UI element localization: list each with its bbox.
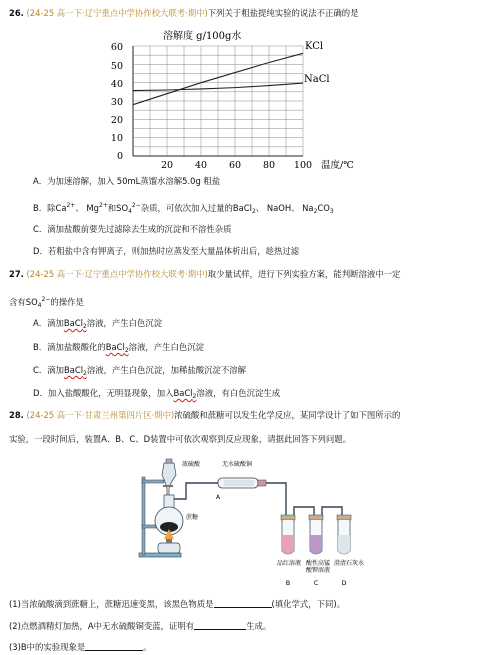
q27-option-c	[33, 365, 246, 379]
ytick: 0	[116, 151, 123, 162]
reagent-bacl2-sub: 2	[192, 393, 197, 400]
q27-stem-line-2	[9, 294, 84, 311]
xtick: 60	[228, 160, 242, 171]
label-sucrose: 蔗糖	[186, 514, 199, 521]
sep: 、	[75, 203, 84, 213]
ion-mg-charge: 2+	[98, 202, 108, 209]
q27-a-post: 溶液，产生白色沉淀	[86, 318, 163, 328]
q26-stem: 下列关于粗盐提纯实验的说法不正确的是	[207, 8, 359, 18]
q28-sub2-post: 生成。	[246, 621, 272, 631]
solubility-chart	[95, 28, 370, 171]
reagent-bacl2: BaCl	[63, 365, 84, 375]
reagent-bacl2-sub: 2	[82, 323, 87, 330]
answer-blank-3[interactable]	[85, 641, 143, 651]
q27-stem-line	[9, 269, 400, 280]
q27-d-pre: D．加入盐酸酸化，无明显现象，加入	[33, 388, 174, 398]
separatory-funnel	[162, 459, 176, 497]
q26-b-prefix: B．除	[33, 203, 56, 213]
q26-option-c: C．滴加盐酸前要先过滤除去生成的沉淀和不溶性杂质	[33, 224, 232, 234]
reagent-bacl2: BaCl	[232, 203, 252, 213]
reagent-co3-sub: 3	[329, 208, 334, 215]
ion-so4-sub: 4	[128, 208, 132, 215]
ytick: 20	[110, 115, 123, 126]
q28-stem-line-2: 实验，一段时间后，装置A、B、C、D装置中可依次观察到反应现象，请据此回答下列问题。	[9, 434, 352, 444]
reagent-bacl2-sub: 2	[124, 347, 129, 354]
q26-number: 26.	[9, 8, 24, 18]
label-limewater: 澄清石灰水	[334, 560, 365, 567]
q27-option-d	[33, 388, 280, 402]
q28-sub1-post: (填化学式，下同)。	[271, 599, 346, 609]
q28-stem: 浓硫酸和蔗糖可以发生化学反应，某同学设计了如下图所示的	[174, 410, 401, 420]
ytick: 50	[110, 61, 123, 72]
xtick: 20	[160, 160, 174, 171]
kcl-label: KCl	[305, 41, 324, 52]
ytick: 30	[110, 97, 123, 108]
ion-mg: Mg	[86, 203, 99, 213]
q27-b-pre: B．滴加盐酸酸化的	[33, 342, 106, 352]
xtick: 100	[293, 160, 313, 171]
q26-option-a: A．为加速溶解，加入 50mL蒸馏水溶解5.0g 粗盐	[33, 176, 221, 186]
xtick: 80	[262, 160, 276, 171]
label-d: D	[341, 579, 347, 587]
q28-sub2	[9, 620, 271, 632]
label-c: C	[313, 579, 319, 587]
answer-blank-2[interactable]	[194, 620, 246, 630]
tube-c-to-d	[322, 507, 342, 515]
q28-sub1-pre: (1)当浓硫酸滴到蔗糖上，蔗糖迅速变黑，该黑色物质是	[9, 599, 214, 609]
reagent-bacl2: BaCl	[105, 342, 125, 352]
q26-stem-line	[9, 8, 359, 19]
chart-ylabel: 溶解度 g/100g水	[163, 31, 242, 42]
reagent-na-sub: 2	[313, 208, 318, 215]
q28-sub3	[9, 641, 152, 653]
ion-so4-charge: 2−	[131, 202, 141, 209]
ion-so4-charge: 2−	[41, 296, 51, 303]
q27-source: (24-25 高一下·辽宁重点中学协作校大联考·期中)	[26, 269, 208, 279]
q28-number: 28.	[9, 410, 24, 420]
q27-d-post: 溶液，有白色沉淀生成	[196, 388, 281, 398]
label-kmno4-2: 酸钾溶液	[306, 567, 331, 574]
label-kmno4-1: 酸性高锰	[306, 560, 331, 567]
and-word: 和	[107, 203, 117, 213]
label-a: A	[216, 494, 221, 501]
reagent-list: 、 NaOH、 Na	[255, 203, 314, 213]
reagent-bacl2: BaCl	[173, 388, 193, 398]
q27-number: 27.	[9, 269, 24, 279]
q26-option-d: D．若粗盐中含有钾离子，则加热时应蒸发至大量晶体析出后，趁热过滤	[33, 246, 300, 256]
ion-so4: SO	[116, 203, 129, 213]
tube-b-to-c	[294, 507, 314, 515]
ytick: 40	[110, 79, 123, 90]
ion-so4-sub: 4	[37, 302, 42, 309]
q27-c-pre: C．滴加	[33, 365, 64, 375]
label-magenta: 品红溶液	[277, 560, 302, 567]
q28-stem-line	[9, 410, 400, 421]
ion-ca: Ca	[55, 203, 67, 213]
q27-stem2-post: 的操作是	[50, 297, 84, 307]
q26-source: (24-25 高一下·辽宁重点中学协作校大联考·期中)	[26, 8, 208, 18]
q27-c-post: 溶液，产生白色沉淀，加稀盐酸沉淀不溶解	[86, 365, 246, 375]
q27-b-post: 溶液，产生白色沉淀	[128, 342, 205, 352]
q28-sub3-post: 。	[143, 642, 152, 652]
q27-option-b	[33, 342, 204, 356]
label-b: B	[285, 579, 291, 587]
label-anhydrous-cuso4: 无水硫酸铜	[222, 461, 253, 468]
q28-sub1	[9, 598, 345, 610]
label-conc-acid: 浓硫酸	[182, 461, 201, 468]
answer-blank-1[interactable]	[214, 598, 272, 608]
tube-to-b	[266, 483, 286, 515]
xtick: 40	[194, 160, 208, 171]
nacl-label: NaCl	[304, 74, 330, 85]
test-tube-d	[337, 515, 351, 554]
q27-a-pre: A．滴加	[33, 318, 64, 328]
reagent-co3: CO	[317, 203, 330, 213]
q27-option-a	[33, 318, 162, 332]
test-tube-c	[309, 515, 323, 554]
q26-option-b	[33, 200, 334, 217]
q27-stem: 取少量试样，进行下列实验方案，能判断溶液中一定	[207, 269, 401, 279]
test-tube-b	[281, 515, 295, 554]
reagent-bacl2: BaCl	[63, 318, 83, 328]
reagent-bacl2-sub: 2	[251, 208, 256, 215]
q27-stem2-pre: 含有	[9, 297, 26, 307]
q28-sub2-pre: (2)点燃酒精灯加热，A中无水硫酸铜变蓝，证明有	[9, 621, 195, 631]
chart-grid	[133, 46, 303, 156]
q26-b-mid: 杂质，可依次加入过量的	[140, 203, 233, 213]
ion-ca-charge: 2+	[66, 202, 76, 209]
apparatus-diagram	[136, 455, 368, 590]
chart-xlabel: 温度/℃	[321, 160, 354, 171]
q28-source: (24-25 高一下·甘肃兰州第四片区·期中)	[26, 410, 175, 420]
delivery-tube	[174, 483, 218, 499]
ytick: 10	[110, 133, 123, 144]
ytick: 60	[110, 42, 123, 53]
reagent-bacl2-sub: 2	[83, 370, 87, 377]
drying-tube-a	[218, 478, 266, 488]
ion-so4: SO	[25, 297, 38, 307]
q28-sub3-pre: (3)B中的实验现象是	[9, 642, 86, 652]
